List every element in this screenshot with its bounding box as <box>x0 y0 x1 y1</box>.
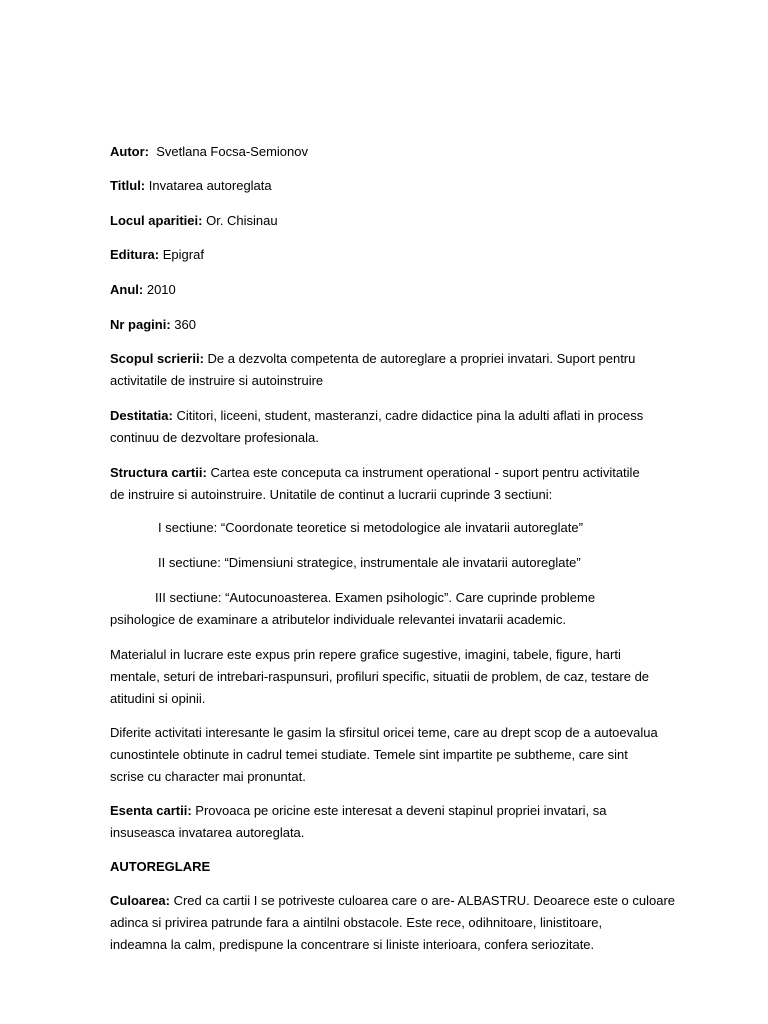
culoarea-line1: Cred ca cartii I se potriveste culoarea care o are- ALBASTRU. Deoarece este o culoare <box>169 893 676 908</box>
section-3-line2: psihologice de examinare a atributelor individuale relevantei invatarii academic. <box>110 612 566 627</box>
culoarea-label: Culoarea: <box>110 893 170 908</box>
meta-nr-pagini <box>110 314 720 336</box>
meta-label: Nr pagini: <box>110 317 171 332</box>
diferite-line3: scrise cu character mai pronuntat. <box>110 769 306 784</box>
section-1: I sectiune: “Coordonate teoretice si metodologice ale invatarii autoreglate” <box>158 520 583 535</box>
scopul-line1: De a dezvolta competenta de autoreglare a propriei invatari. Suport pentru <box>207 351 636 366</box>
structura-paragraph <box>110 462 720 506</box>
culoarea-line3: indeamna la calm, predispune la concentrare si liniste interioara, confera seriozitate. <box>110 937 595 952</box>
meta-label: Locul aparitiei: <box>110 213 203 228</box>
materialul-paragraph <box>110 644 720 710</box>
esenta-line1: Provoaca pe oricine este interesat a deveni stapinul propriei invatari, sa <box>195 803 607 818</box>
materialul-line3: atitudini si opinii. <box>110 691 206 706</box>
meta-label: Titlul: <box>110 178 146 193</box>
diferite-line1: Diferite activitati interesante le gasim la sfirsitul oricei teme, care au drept scop de a autoevalua <box>110 725 658 740</box>
meta-label: Anul: <box>110 282 144 297</box>
destitatia-line1: Cititori, liceeni, student, masteranzi, cadre didactice pina la adulti aflati in process <box>176 408 644 423</box>
culoarea-line2: adinca si privirea patrunde fara a aintilni obstacole. Este rece, odihnitoare, linistitoare, <box>110 915 603 930</box>
esenta-line2: insuseasca invatarea autoreglata. <box>110 825 305 840</box>
scopul-line2: activitatile de instruire si autoinstruire <box>110 373 324 388</box>
esenta-label: Esenta cartii: <box>110 803 192 818</box>
meta-label: Autor: <box>110 144 149 159</box>
scopul-paragraph <box>110 348 720 392</box>
destitatia-paragraph <box>110 405 720 449</box>
section-heading <box>110 856 720 878</box>
meta-anul <box>110 279 720 301</box>
diferite-line2: cunostintele obtinute in cadrul temei studiate. Temele sint impartite pe subtheme, care sint <box>110 747 628 762</box>
destitatia-line2: continuu de dezvoltare profesionala. <box>110 430 319 445</box>
heading-text: AUTOREGLARE <box>110 859 211 874</box>
structura-label: Structura cartii: <box>110 465 207 480</box>
scopul-label: Scopul scrierii: <box>110 351 204 366</box>
meta-autor <box>110 141 720 163</box>
diferite-paragraph <box>110 722 720 788</box>
meta-label: Editura: <box>110 247 160 262</box>
meta-value: Invatarea autoreglata <box>148 178 272 193</box>
section-2: II sectiune: “Dimensiuni strategice, instrumentale ale invatarii autoreglate” <box>158 555 581 570</box>
meta-editura <box>110 244 720 266</box>
structura-line1: Cartea este conceputa ca instrument operational - suport pentru activitatile <box>210 465 640 480</box>
materialul-line1: Materialul in lucrare este expus prin repere grafice sugestive, imagini, tabele, figure, harti <box>110 647 621 662</box>
meta-value: 360 <box>174 317 196 332</box>
esenta-paragraph <box>110 800 720 844</box>
meta-locul <box>110 210 720 232</box>
meta-value: 2010 <box>146 282 176 297</box>
meta-value: Epigraf <box>162 247 204 262</box>
meta-value: Or. Chisinau <box>206 213 278 228</box>
destitatia-label: Destitatia: <box>110 408 173 423</box>
materialul-line2: mentale, seturi de intrebari-raspunsuri, profiluri specific, situatii de problem, de caz, testare de <box>110 669 650 684</box>
culoarea-paragraph <box>110 890 720 956</box>
section-3-line1: III sectiune: “Autocunoasterea. Examen psihologic”. Care cuprinde probleme <box>155 590 596 605</box>
meta-value: Svetlana Focsa-Semionov <box>156 144 308 159</box>
structura-line2: de instruire si autoinstruire. Unitatile de continut a lucrarii cuprinde 3 sectiuni: <box>110 487 553 502</box>
meta-titlul <box>110 175 720 197</box>
